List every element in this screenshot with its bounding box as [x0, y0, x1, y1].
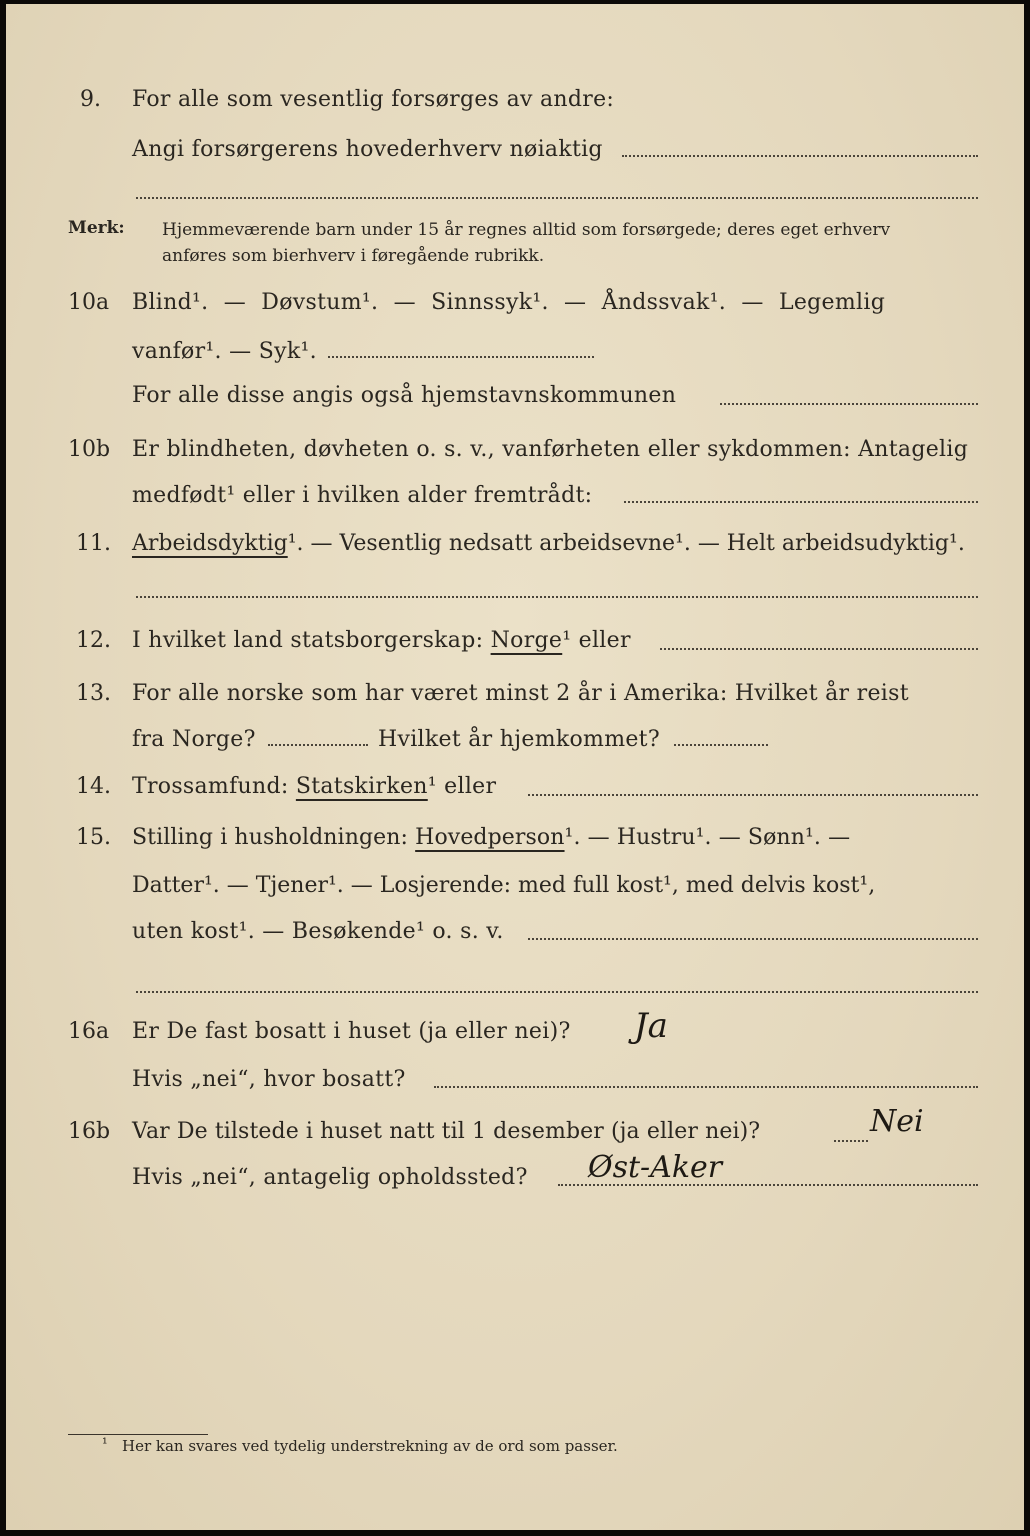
q14-underlined-answer: Statskirken	[295, 774, 428, 799]
q10a-line2: vanfør¹. — Syk¹.	[132, 339, 317, 364]
q13-reist-line	[268, 744, 368, 746]
q16a-handwritten-answer: Ja	[634, 1006, 668, 1046]
q14-pre: Trossamfund:	[132, 774, 289, 799]
q14-number: 14.	[76, 774, 111, 799]
q10b-number: 10b	[68, 437, 111, 462]
footnote-text: Her kan svares ved tydelig understrekning av de ord som passer.	[122, 1437, 618, 1455]
q16b-handwritten-answer: Nei	[870, 1104, 924, 1139]
q10b-line2: medfødt¹ eller i hvilken alder fremtrådt:	[132, 483, 593, 508]
q11-answer-line	[136, 596, 978, 598]
q10a-syk-line	[328, 356, 594, 358]
q9-answer-line-2	[136, 197, 978, 199]
q15-answer-line	[528, 938, 978, 940]
q15-underlined-answer: Hovedperson	[415, 825, 565, 850]
q13-hjemkommet-line	[674, 744, 768, 746]
q16b-number: 16b	[68, 1119, 111, 1144]
q16a-number: 16a	[68, 1019, 110, 1044]
q9-answer-line	[622, 155, 978, 157]
merk-line2: anføres som bierhverv i føregående rubrikk.	[162, 246, 545, 266]
q11-rest: ¹. — Vesentlig nedsatt arbeidsevne¹. — Helt arbeidsudyktig¹.	[287, 531, 965, 556]
q16b-handwritten-opholdssted: Øst-Aker	[588, 1150, 723, 1185]
q11-underlined-answer: Arbeidsdyktig	[132, 531, 288, 556]
q15-pre: Stilling i husholdningen:	[132, 825, 409, 850]
q13-line1: For alle norske som har været minst 2 år i Amerika: Hvilket år reist	[132, 681, 909, 706]
q15-line1	[132, 824, 850, 852]
footnote-mark: ¹	[102, 1436, 108, 1452]
q13-number: 13.	[76, 681, 111, 706]
q14-line	[132, 773, 496, 801]
q12-post: ¹ eller	[562, 628, 631, 653]
q10a-line3: For alle disse angis også hjemstavnskommunen	[132, 383, 677, 408]
q14-answer-line	[528, 794, 978, 796]
q12-number: 12.	[76, 628, 111, 653]
q16b-answer-line	[834, 1140, 868, 1142]
q9-line1: For alle som vesentlig forsørges av andre:	[132, 87, 615, 112]
q12-underlined-answer: Norge	[490, 628, 563, 653]
q15-post: ¹. — Hustru¹. — Sønn¹. —	[564, 825, 851, 850]
q11-number: 11.	[76, 531, 111, 556]
q10b-line1: Er blindheten, døvheten o. s. v., vanførheten eller sykdommen: Antagelig	[132, 437, 969, 462]
q15-answer-line-2	[136, 991, 978, 993]
q13-line2a: fra Norge?	[132, 727, 256, 752]
q12-line	[132, 627, 631, 655]
q15-line2: Datter¹. — Tjener¹. — Losjerende: med full kost¹, med delvis kost¹,	[132, 873, 876, 898]
q11-line	[132, 530, 965, 558]
q15-line3: uten kost¹. — Besøkende¹ o. s. v.	[132, 919, 504, 944]
q9-number: 9.	[80, 87, 101, 112]
q10a-hjemstavn-line	[720, 403, 978, 405]
q12-pre: I hvilket land statsborgerskap:	[132, 628, 484, 653]
merk-label: Merk:	[68, 218, 125, 238]
q14-post: ¹ eller	[427, 774, 497, 799]
q16b-line1: Var De tilstede i huset natt til 1 desember (ja eller nei)?	[132, 1119, 761, 1144]
q10a-line1: Blind¹. — Døvstum¹. — Sinnssyk¹. — Åndssvak¹. — Legemlig	[132, 290, 886, 315]
q16b-line2: Hvis „nei“, antagelig opholdssted?	[132, 1165, 528, 1190]
q9-line2: Angi forsørgerens hovederhverv nøiaktig	[132, 137, 603, 162]
q16a-line2: Hvis „nei“, hvor bosatt?	[132, 1067, 406, 1092]
q16a-line1: Er De fast bosatt i huset (ja eller nei)?	[132, 1019, 571, 1044]
q10a-number: 10a	[68, 290, 110, 315]
merk-line1: Hjemmeværende barn under 15 år regnes alltid som forsørgede; deres eget erhverv	[162, 220, 891, 240]
census-form-page	[6, 4, 1024, 1530]
q13-line2b: Hvilket år hjemkommet?	[378, 727, 660, 752]
q12-answer-line	[660, 648, 978, 650]
q16a-bosatt-line	[434, 1086, 978, 1088]
q10b-answer-line	[624, 501, 978, 503]
q15-number: 15.	[76, 825, 111, 850]
